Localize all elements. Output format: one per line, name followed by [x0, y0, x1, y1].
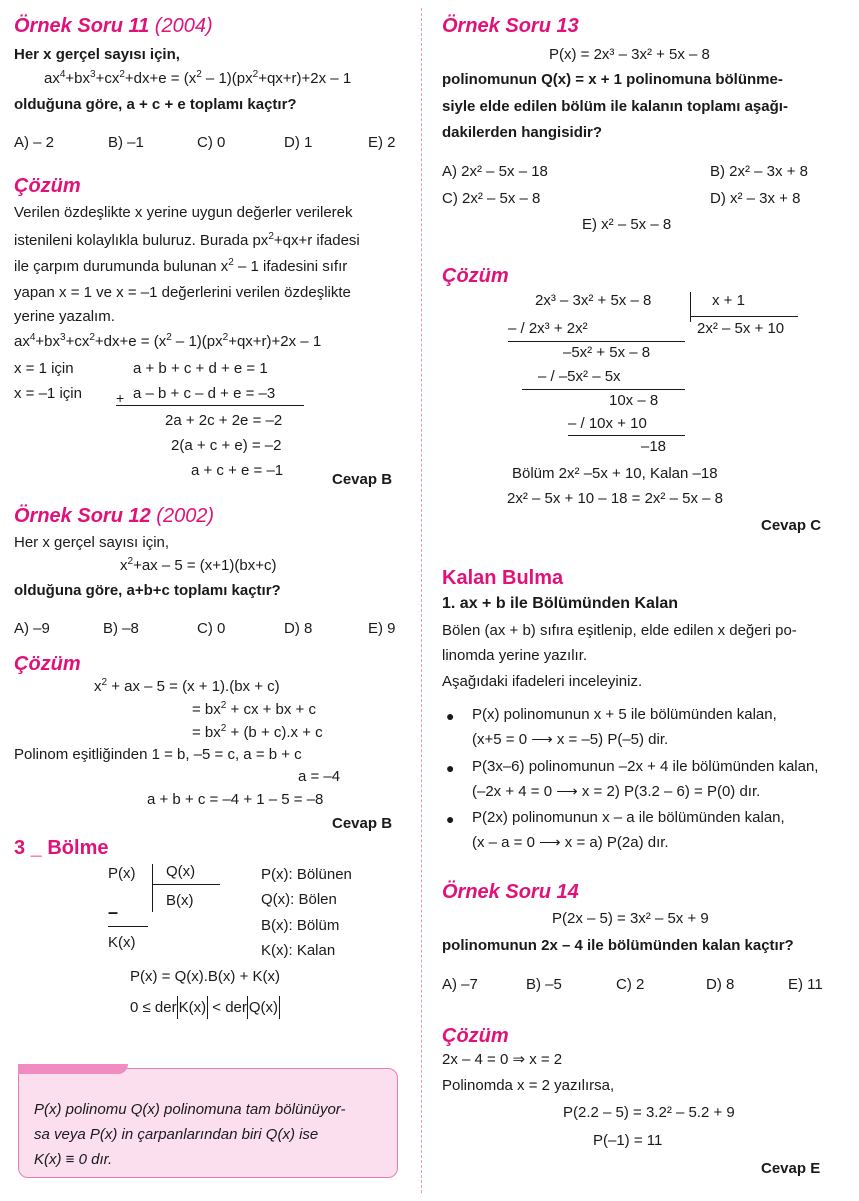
s13-line1 — [508, 341, 685, 342]
s14-q: polinomunun 2x – 4 ile bölümünden kalan kaçtır? — [442, 937, 794, 954]
s13-line3 — [568, 435, 685, 436]
s14-l4: P(–1) = 11 — [593, 1132, 663, 1149]
s13-poly: P(x) = 2x³ – 3x² + 5x – 8 — [549, 46, 710, 63]
s12-q1: Her x gerçel sayısı için, — [14, 534, 170, 551]
bolme-minus: – — [108, 902, 119, 922]
s14-l2: Polinomda x = 2 yazılırsa, — [442, 1077, 615, 1094]
s13-d3: –5x² + 5x – 8 — [563, 344, 651, 361]
bolme-hline — [152, 884, 220, 885]
s11-sum-line — [116, 405, 304, 406]
s11-cevap: Cevap B — [332, 471, 393, 488]
kalan-title: Kalan Bulma — [442, 567, 564, 589]
s13-r2: 2x² – 5x + 10 – 18 = 2x² – 5x – 8 — [507, 490, 723, 507]
s14-title: Örnek Soru 14 — [442, 881, 579, 903]
s12-l2: = $bx^2$ + cx + bx + c — [192, 700, 316, 718]
s14-l1: 2x – 4 = 0 ⇒ x = 2 — [442, 1051, 563, 1068]
s11-eq4: 2(a + c + e) = –2 — [171, 437, 282, 454]
bullet-1: ● — [446, 708, 455, 724]
s11-opt-c: C) 0 — [197, 134, 226, 151]
bolme-vline — [152, 864, 153, 912]
bullet-3: ● — [446, 811, 455, 827]
s12-l2b: + cx + bx + c — [226, 701, 316, 718]
s12-opt-a: A) –9 — [14, 620, 50, 637]
s13-opt-d: D) x² – 3x + 8 — [710, 190, 801, 207]
s12-l3a: = bx — [192, 724, 221, 741]
s11-p3b: – 1 ifadesini sıfır — [233, 258, 348, 275]
column-divider — [421, 8, 422, 1193]
s13-div-hline — [690, 316, 798, 317]
bolme-kx: K(x) — [108, 934, 136, 951]
s12-opt-e: E) 9 — [368, 620, 396, 637]
s13-cozum: Çözüm — [442, 265, 509, 287]
s11-cozum: Çözüm — [14, 175, 81, 197]
s11-q1: Her x gerçel sayısı için, — [14, 46, 180, 63]
s13-d4: – / –5x² – 5x — [538, 368, 621, 385]
s13-opt-e: E) x² – 5x – 8 — [582, 216, 672, 233]
s13-line2 — [522, 389, 685, 390]
s11-opt-a: A) – 2 — [14, 134, 55, 151]
note-line1: P(x) polinomu Q(x) polinomuna tam bölünüyor- — [34, 1101, 346, 1118]
s11-p1: Verilen özdeşlikte x yerine uygun değerler verilerek — [14, 204, 353, 221]
s13-title: Örnek Soru 13 — [442, 15, 579, 37]
s12-q2: $x^2+ax - 5 = (x+1)(bx+c)$ — [120, 556, 277, 574]
s12-cevap: Cevap B — [332, 815, 393, 832]
s11-year: (2004) — [154, 15, 213, 37]
s11-opt-b: B) –1 — [108, 134, 144, 151]
bolme-kline — [108, 926, 148, 927]
bolme-eq2c: < der — [208, 999, 247, 1016]
s11-p2: istenileni kolaylıkla buluruz. Burada $px^2+qx+r$ ifadesi — [14, 231, 360, 249]
kalan-b1a: P(x) polinomunun x + 5 ile bölümünden kalan, — [472, 706, 777, 723]
s12-l1b: + ax – 5 = (x + 1).(bx + c) — [107, 678, 280, 695]
s14-cozum: Çözüm — [442, 1025, 509, 1047]
s13-quotient: 2x² – 5x + 10 — [697, 320, 785, 337]
s12-l6: a + b + c = –4 + 1 – 5 = –8 — [147, 791, 324, 808]
s11-p5: yerine yazalım. — [14, 308, 115, 325]
s13-q3: dakilerden hangisidir? — [442, 124, 603, 141]
note-tab — [18, 1064, 128, 1074]
s14-poly: P(2x – 5) = 3x² – 5x + 9 — [552, 910, 709, 927]
s14-opt-a: A) –7 — [442, 976, 478, 993]
s13-q2: siyle elde edilen bölüm ile kalanın toplamı aşağı- — [442, 98, 788, 115]
s12-opt-d: D) 8 — [284, 620, 313, 637]
s11-identity: $ax^4+bx^3+cx^2+dx+e = (x^2 - 1)(px^2+qx+r)+2x - 1$ — [44, 69, 352, 87]
s11-identity-2: $ax^4+bx^3+cx^2+dx+e = (x^2 - 1)(px^2+qx+r)+2x - 1$ — [14, 332, 322, 350]
s12-q2b: +ax – 5 = (x+1)(bx+c) — [133, 557, 277, 574]
bolme-eq2d: Q(x) — [247, 996, 280, 1019]
s14-opt-b: B) –5 — [526, 976, 562, 993]
s13-d7: –18 — [641, 438, 667, 455]
bolme-eq2 — [130, 999, 280, 1017]
s14-opt-d: D) 8 — [706, 976, 735, 993]
s12-title — [14, 504, 214, 528]
s11-eq2: a – b + c – d + e = –3 — [133, 385, 276, 402]
s12-l2a: = bx — [192, 701, 221, 718]
s13-d2: – / 2x³ + 2x² — [508, 320, 588, 337]
s11-p3a: ile çarpım durumunda bulunan x — [14, 258, 229, 275]
s11-p2b: +qx+r ifadesi — [273, 232, 360, 249]
s11-p3: ile çarpım durumunda bulunan $x^2 - 1$ ifadesini sıfır — [14, 257, 348, 275]
s13-d6: – / 10x + 10 — [568, 415, 647, 432]
s12-l1: $x^2$ + ax – 5 = (x + 1).(bx + c) — [94, 677, 280, 695]
note-line3: K(x) ≡ 0 dır. — [34, 1151, 113, 1168]
kalan-p1: Bölen (ax + b) sıfıra eşitlenip, elde edilen x değeri po- — [442, 622, 797, 639]
kalan-sub: 1. ax + b ile Bölümünden Kalan — [442, 595, 679, 612]
s12-l3b: + (b + c).x + c — [226, 724, 323, 741]
s11-opt-d: D) 1 — [284, 134, 313, 151]
s11-plus: + — [116, 390, 125, 406]
bolme-px: P(x) — [108, 865, 136, 882]
s12-l4: Polinom eşitliğinden 1 = b, –5 = c, a = b + c — [14, 746, 302, 763]
s12-opt-b: B) –8 — [103, 620, 139, 637]
s11-title-text: Örnek Soru 11 — [14, 15, 150, 37]
kalan-b3a: P(2x) polinomunun x – a ile bölümünden kalan, — [472, 809, 785, 826]
kalan-p3: Aşağıdaki ifadeleri inceleyiniz. — [442, 673, 643, 690]
s12-opt-c: C) 0 — [197, 620, 226, 637]
bolme-leg2: Q(x): Bölen — [261, 891, 337, 908]
s11-p2a: istenileni kolaylıkla buluruz. Burada px — [14, 232, 269, 249]
s12-l5: a = –4 — [298, 768, 341, 785]
s11-x1: x = 1 için — [14, 360, 74, 377]
bolme-eq2a: 0 ≤ der — [130, 999, 177, 1016]
bullet-2: ● — [446, 760, 455, 776]
s14-l3: P(2.2 – 5) = 3.2² – 5.2 + 9 — [563, 1104, 735, 1121]
s12-title-text: Örnek Soru 12 — [14, 505, 151, 527]
s13-opt-a: A) 2x² – 5x – 18 — [442, 163, 548, 180]
s13-opt-b: B) 2x² – 3x + 8 — [710, 163, 808, 180]
s11-eq1: a + b + c + d + e = 1 — [133, 360, 268, 377]
kalan-b1b: (x+5 = 0 ⟶ x = –5) P(–5) dir. — [472, 731, 669, 748]
s13-q1: polinomunun Q(x) = x + 1 polinomuna bölünme- — [442, 71, 783, 88]
kalan-b2b: (–2x + 4 = 0 ⟶ x = 2) P(3.2 – 6) = P(0) dır. — [472, 783, 761, 800]
s11-q3: olduğuna göre, a + c + e toplamı kaçtır? — [14, 96, 297, 113]
bolme-qx: Q(x) — [166, 863, 196, 880]
bolme-bx: B(x) — [166, 892, 194, 909]
kalan-b3b: (x – a = 0 ⟶ x = a) P(2a) dır. — [472, 834, 669, 851]
bolme-eq1: P(x) = Q(x).B(x) + K(x) — [130, 968, 280, 985]
s11-eq3: 2a + 2c + 2e = –2 — [165, 412, 283, 429]
bolme-title: 3 _ Bölme — [14, 837, 109, 859]
s13-div-vline — [690, 292, 691, 322]
s11-opt-e: E) 2 — [368, 134, 396, 151]
s13-divisor: x + 1 — [712, 292, 745, 309]
s14-cevap: Cevap E — [761, 1160, 821, 1177]
note-line2: sa veya P(x) in çarpanlarından biri Q(x) ise — [34, 1126, 319, 1143]
s14-opt-e: E) 11 — [788, 976, 823, 993]
s13-d5: 10x – 8 — [609, 392, 659, 409]
s12-l3: = $bx^2 + (b + c).x + c$ — [192, 723, 323, 741]
bolme-leg3: B(x): Bölüm — [261, 917, 340, 934]
s13-r1: Bölüm 2x² –5x + 10, Kalan –18 — [512, 465, 718, 482]
bolme-leg1: P(x): Bölünen — [261, 866, 352, 883]
kalan-p2: linomda yerine yazılır. — [442, 647, 588, 664]
bolme-leg4: K(x): Kalan — [261, 942, 336, 959]
s12-q3: olduğuna göre, a+b+c toplamı kaçtır? — [14, 582, 281, 599]
s12-year: (2002) — [156, 505, 215, 527]
s13-d1: 2x³ – 3x² + 5x – 8 — [535, 292, 652, 309]
s11-eq5: a + c + e = –1 — [191, 462, 284, 479]
s12-cozum: Çözüm — [14, 653, 81, 675]
s13-opt-c: C) 2x² – 5x – 8 — [442, 190, 541, 207]
s11-x2: x = –1 için — [14, 385, 82, 402]
s13-cevap: Cevap C — [761, 517, 822, 534]
bolme-eq2b: K(x) — [177, 996, 209, 1019]
kalan-b2a: P(3x–6) polinomunun –2x + 4 ile bölümünden kalan, — [472, 758, 819, 775]
s11-title — [14, 14, 213, 38]
s11-p4: yapan x = 1 ve x = –1 değerlerini verilen özdeşlikte — [14, 284, 351, 301]
s14-opt-c: C) 2 — [616, 976, 645, 993]
